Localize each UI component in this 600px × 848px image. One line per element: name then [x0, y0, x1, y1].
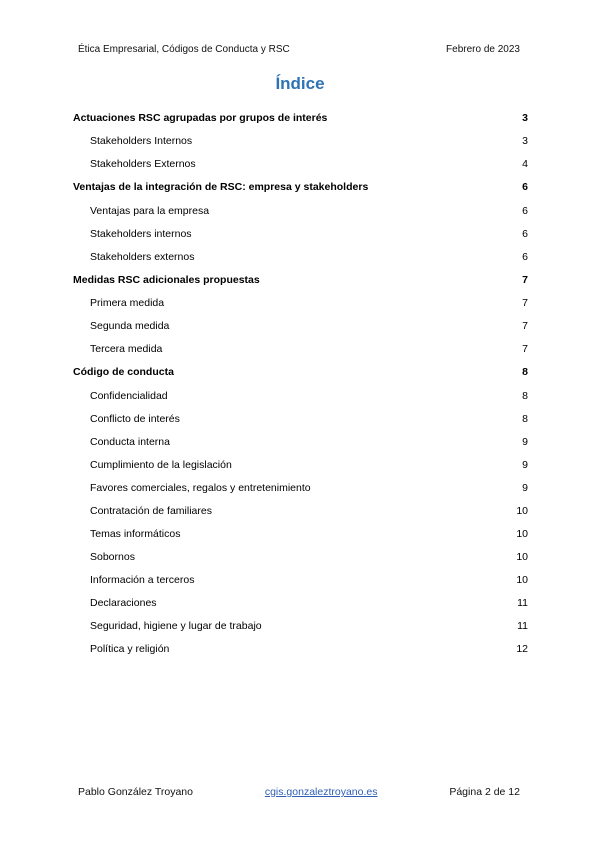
- toc-entry-page-number: 11: [517, 596, 528, 609]
- toc-entry-page-number: 11: [517, 619, 528, 632]
- toc-entry-title: Política y religión: [90, 642, 170, 655]
- toc-section-entry[interactable]: [73, 268, 528, 292]
- footer-author: Pablo González Troyano: [78, 786, 193, 798]
- toc-entry-page-number: 6: [522, 181, 528, 194]
- toc-entry-page-number: 3: [522, 135, 528, 147]
- toc-entry-title: Conducta interna: [90, 435, 170, 448]
- toc-entry-page-number: 3: [522, 111, 528, 124]
- toc-entry-page-number: 7: [522, 320, 528, 332]
- toc-entry-title: Contratación de familiares: [90, 504, 212, 517]
- toc-entry-page-number: 9: [522, 435, 528, 448]
- toc-entry-title: Cumplimiento de la legislación: [90, 458, 232, 471]
- toc-entry-title: Favores comerciales, regalos y entretenimiento: [90, 481, 311, 494]
- footer-website-link[interactable]: cgis.gonzaleztroyano.es: [264, 786, 378, 798]
- toc-entry-title: Conflicto de interés: [90, 412, 180, 425]
- toc-entry-title: Ventajas para la empresa: [90, 204, 210, 217]
- toc-subsection-entry[interactable]: [73, 407, 528, 430]
- toc-subsection-entry[interactable]: [73, 568, 528, 591]
- toc-subsection-entry[interactable]: [73, 245, 528, 268]
- toc-section-entry[interactable]: [73, 176, 528, 200]
- toc-entry-page-number: 7: [522, 273, 528, 286]
- toc-entry-page-number: 6: [522, 204, 528, 217]
- toc-entry-title: Actuaciones RSC agrupadas por grupos de interés: [73, 111, 328, 124]
- toc-subsection-entry[interactable]: [73, 338, 528, 361]
- toc-entry-page-number: 8: [522, 389, 528, 402]
- toc-section-entry[interactable]: [73, 106, 528, 130]
- toc-entry-page-number: 12: [516, 642, 528, 655]
- toc-subsection-entry[interactable]: [73, 430, 528, 453]
- toc-entry-title: Confidencialidad: [90, 389, 168, 402]
- toc-entry-title: Tercera medida: [90, 343, 163, 355]
- toc-entry-page-number: 10: [516, 527, 528, 540]
- toc-entry-page-number: 10: [516, 504, 528, 517]
- toc-entry-title: Stakeholders internos: [90, 227, 192, 240]
- toc-section-entry[interactable]: [73, 361, 528, 385]
- toc-entry-title: Información a terceros: [90, 573, 195, 586]
- toc-subsection-entry[interactable]: [73, 384, 528, 407]
- page-title: Índice: [275, 74, 325, 93]
- toc-subsection-entry[interactable]: [73, 614, 528, 637]
- toc-entry-page-number: 7: [522, 343, 528, 355]
- toc-entry-title: Código de conducta: [73, 366, 174, 379]
- toc-subsection-entry[interactable]: [73, 545, 528, 568]
- toc-entry-title: Segunda medida: [90, 320, 170, 332]
- toc-entry-title: Ventajas de la integración de RSC: empresa y stakeholders: [73, 181, 369, 194]
- toc-entry-title: Primera medida: [90, 297, 165, 309]
- toc-entry-title: Stakeholders externos: [90, 250, 195, 263]
- toc-subsection-entry[interactable]: [73, 130, 528, 153]
- toc-entry-page-number: 8: [522, 412, 528, 425]
- toc-entry-page-number: 9: [522, 458, 528, 471]
- toc-entry-title: Temas informáticos: [90, 527, 181, 540]
- toc-entry-title: Medidas RSC adicionales propuestas: [73, 273, 260, 286]
- toc-subsection-entry[interactable]: [73, 476, 528, 499]
- toc-subsection-entry[interactable]: [73, 315, 528, 338]
- toc-subsection-entry[interactable]: [73, 453, 528, 476]
- toc-entry-title: Stakeholders Internos: [90, 135, 193, 147]
- page-footer: [78, 786, 520, 798]
- toc-entry-title: Sobornos: [90, 550, 135, 563]
- toc-entry-title: Stakeholders Externos: [90, 158, 196, 170]
- toc-entry-title: Seguridad, higiene y lugar de trabajo: [90, 619, 262, 632]
- toc-subsection-entry[interactable]: [73, 499, 528, 522]
- footer-page-number: Página 2 de 12: [449, 786, 520, 798]
- toc-entry-page-number: 4: [522, 158, 528, 170]
- toc-entry-page-number: 6: [522, 250, 528, 263]
- toc-subsection-entry[interactable]: [73, 153, 528, 176]
- header-document-title: Ética Empresarial, Códigos de Conducta y RSC: [78, 44, 290, 55]
- toc-subsection-entry[interactable]: [73, 199, 528, 222]
- toc-entry-page-number: 8: [522, 366, 528, 379]
- toc-subsection-entry[interactable]: [73, 292, 528, 315]
- toc-subsection-entry[interactable]: [73, 591, 528, 614]
- table-of-contents: [73, 106, 528, 660]
- toc-subsection-entry[interactable]: [73, 222, 528, 245]
- toc-subsection-entry[interactable]: [73, 522, 528, 545]
- toc-subsection-entry[interactable]: [73, 637, 528, 660]
- page-header: [78, 44, 520, 55]
- toc-entry-page-number: 9: [522, 481, 528, 494]
- toc-entry-title: Declaraciones: [90, 596, 157, 609]
- toc-entry-page-number: 10: [516, 573, 528, 586]
- toc-entry-page-number: 6: [522, 227, 528, 240]
- toc-entry-page-number: 7: [522, 297, 528, 309]
- toc-entry-page-number: 10: [516, 550, 528, 563]
- header-date: Febrero de 2023: [446, 44, 520, 55]
